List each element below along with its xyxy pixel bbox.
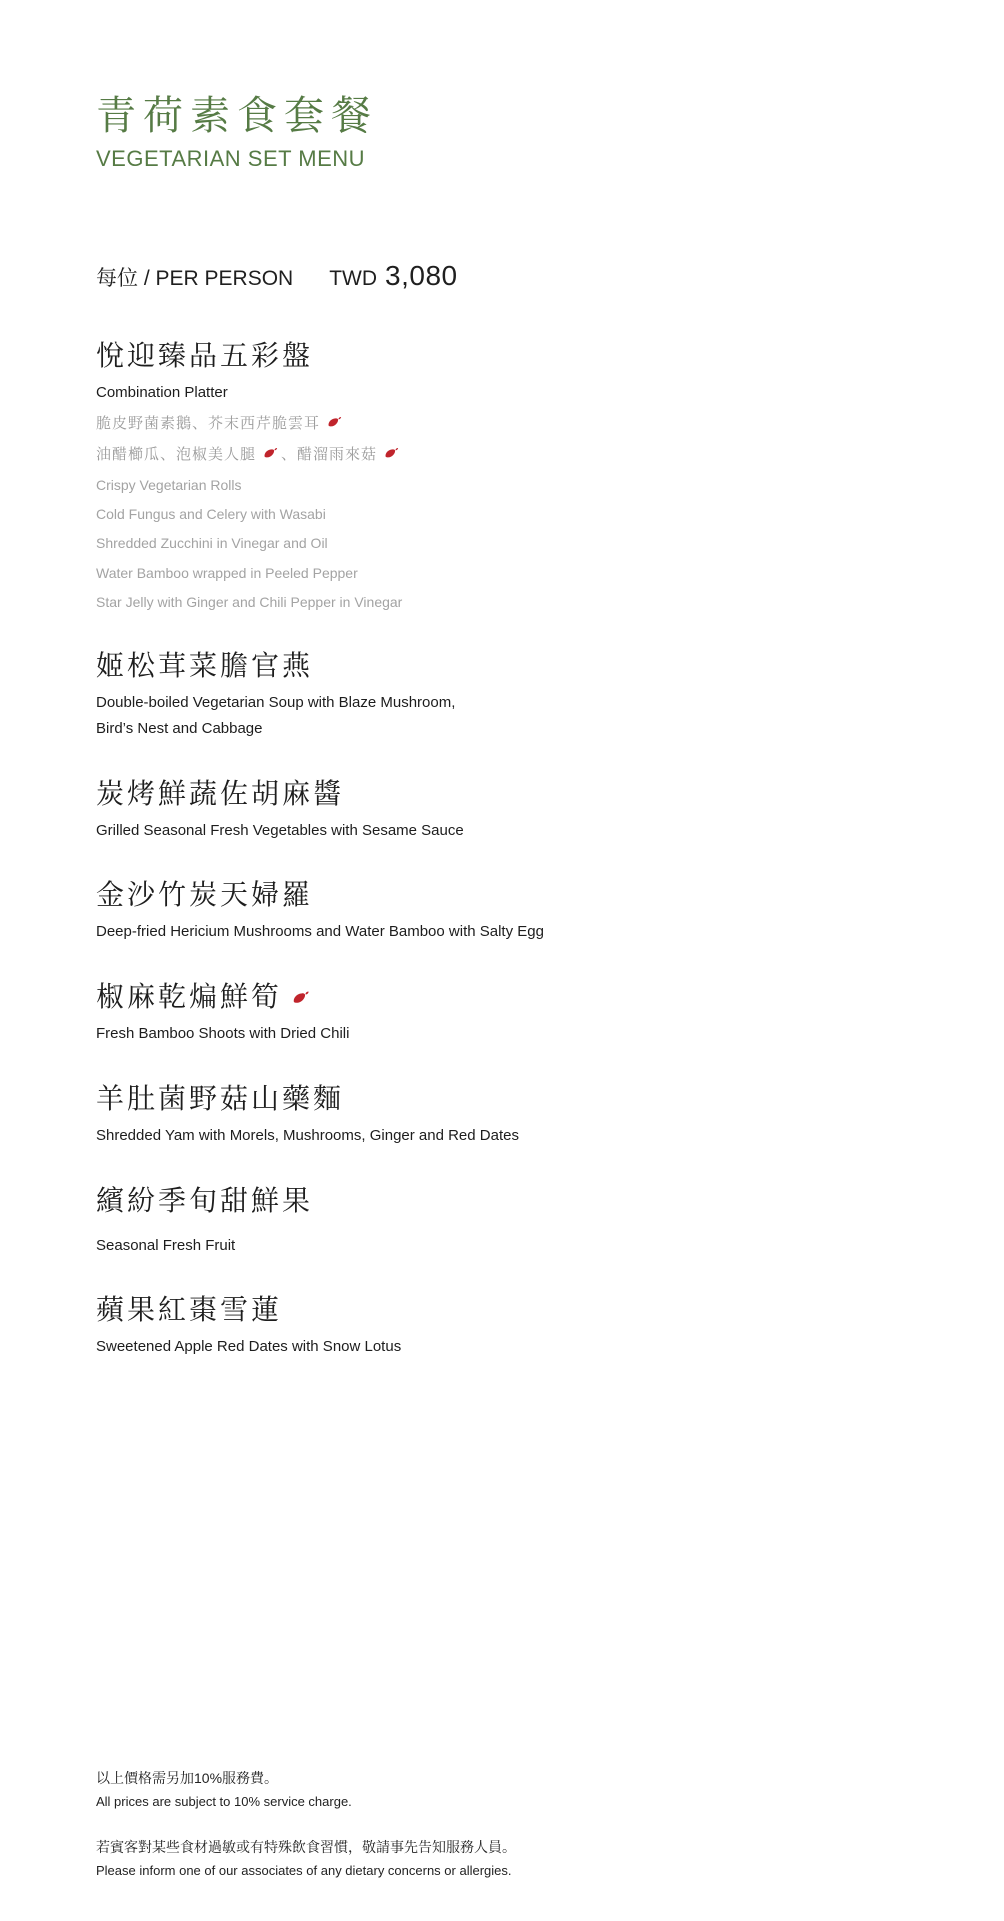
course-yam-noodles [96, 1081, 944, 1147]
allergy-note-zh: 若賓客對某些食材過敏或有特殊飲食習慣，敬請事先告知服務人員。 [96, 1839, 516, 1856]
course-dessert [96, 1292, 944, 1358]
course-combination-platter [96, 338, 944, 612]
course-title-zh: 悅迎臻品五彩盤 [96, 340, 314, 371]
service-charge-zh: 以上價格需另加10%服務費。 [96, 1770, 279, 1787]
detail-text: 脆皮野菌素鵝、芥末西芹脆雲耳 [96, 414, 321, 432]
detail-text: 油醋櫛瓜、泡椒美人腿 [96, 446, 257, 464]
course-title-zh: 蘋果紅棗雪蓮 [96, 1294, 283, 1326]
course-detail-zh [96, 444, 944, 467]
course-detail-en: Shredded Zucchini in Vinegar and Oil [96, 535, 328, 552]
course-title-en: Grilled Seasonal Fresh Vegetables with Sesame Sauce [96, 821, 464, 839]
course-tempura [96, 877, 944, 943]
chili-icon [263, 444, 280, 461]
price-line [96, 260, 944, 292]
menu-title-zh: 青荷素食套餐 [96, 94, 378, 138]
course-detail-en: Cold Fungus and Celery with Wasabi [96, 506, 326, 523]
chili-icon [327, 413, 344, 430]
course-seasonal-fruit [96, 1183, 944, 1257]
course-grilled-vegetables [96, 776, 944, 842]
service-charge-note [96, 1768, 944, 1811]
price-amount: 3,080 [385, 260, 458, 291]
course-title-zh: 繽紛季旬甜鮮果 [96, 1184, 314, 1216]
menu-header [96, 92, 944, 172]
course-detail-zh [96, 413, 944, 436]
course-vegetarian-soup [96, 648, 944, 740]
course-detail-en: Crispy Vegetarian Rolls [96, 476, 242, 493]
course-title-en: Sweetened Apple Red Dates with Snow Lotus [96, 1338, 402, 1356]
allergy-note-en: Please inform one of our associates of any dietary concerns or allergies. [96, 1863, 512, 1879]
course-title-en: Double-boiled Vegetarian Soup with Blaze Mushroom, [96, 694, 456, 712]
course-title-en: Seasonal Fresh Fruit [96, 1236, 236, 1254]
course-title-zh: 羊肚菌野菇山藥麵 [96, 1082, 345, 1114]
course-title-en: Deep-fried Hericium Mushrooms and Water Bamboo with Salty Egg [96, 923, 544, 941]
course-title-en: Fresh Bamboo Shoots with Dried Chili [96, 1025, 350, 1043]
chili-icon [292, 987, 312, 1007]
detail-text: 、醋溜雨來菇 [281, 446, 378, 464]
course-title-text: 椒麻乾煸鮮筍 [96, 981, 283, 1013]
price-currency: TWD [329, 267, 378, 290]
menu-title-en: VEGETARIAN SET MENU [96, 146, 366, 171]
course-title-zh: 姬松茸菜膽官燕 [96, 650, 314, 682]
course-title-zh: 炭烤鮮蔬佐胡麻醬 [96, 777, 345, 809]
course-title-zh [96, 979, 944, 1014]
course-bamboo-shoots [96, 979, 944, 1045]
course-title-en: Combination Platter [96, 384, 228, 401]
course-detail-en: Star Jelly with Ginger and Chili Pepper in Vinegar [96, 593, 403, 610]
service-charge-en: All prices are subject to 10% service charge. [96, 1794, 352, 1810]
chili-icon [384, 444, 401, 461]
menu-footer [96, 1768, 944, 1880]
allergy-note [96, 1837, 944, 1880]
course-detail-en: Water Bamboo wrapped in Peeled Pepper [96, 564, 358, 581]
course-title-zh: 金沙竹炭天婦羅 [96, 879, 314, 911]
price-label: 每位 / PER PERSON [96, 267, 294, 290]
course-title-en: Bird’s Nest and Cabbage [96, 719, 263, 737]
course-title-en: Shredded Yam with Morels, Mushrooms, Ginger and Red Dates [96, 1126, 519, 1144]
